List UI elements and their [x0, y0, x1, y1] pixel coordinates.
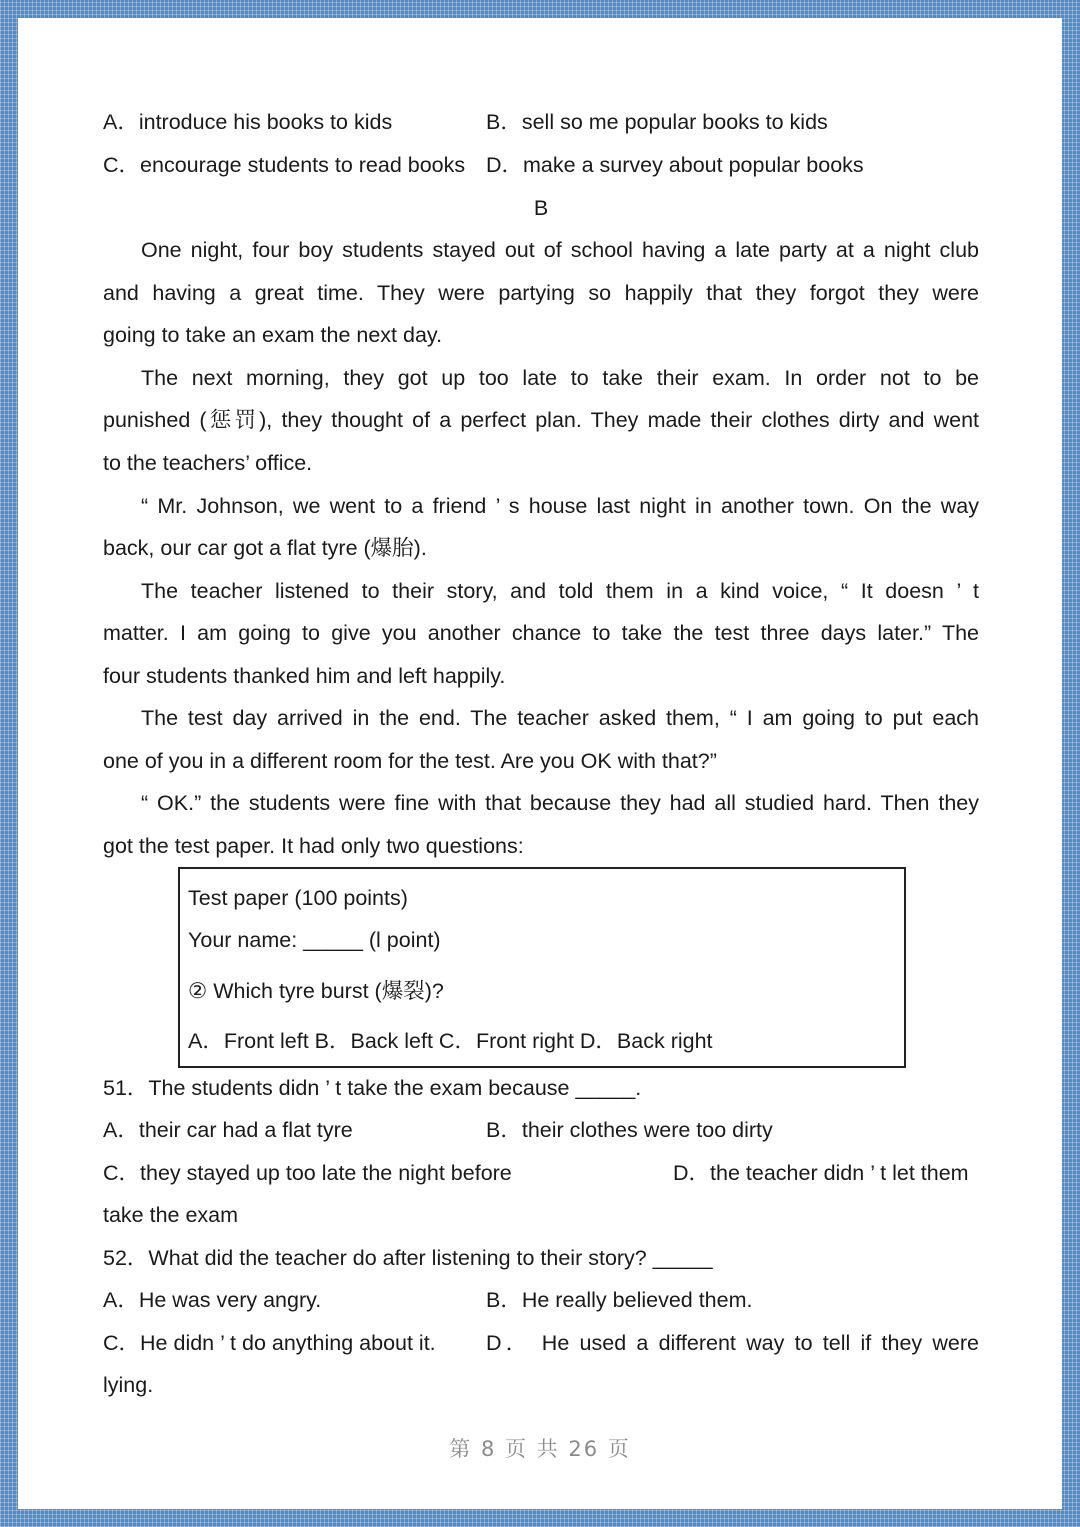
- document-page: [18, 18, 1062, 1509]
- q52-option-c: C．He didn ’ t do anything about it.: [103, 1331, 436, 1355]
- passage-line: The teacher listened to their story, and told them in a kind voice, “ It doesn ’ t: [141, 579, 979, 603]
- q52-option-a: A．He was very angry.: [103, 1288, 322, 1312]
- q51-stem: 51．The students didn ’ t take the exam because _____.: [103, 1076, 642, 1100]
- section-label: B: [533, 196, 549, 220]
- q50-option-d: D．make a survey about popular books: [486, 153, 864, 177]
- passage-line: one of you in a different room for the test. Are you OK with that?”: [103, 749, 717, 773]
- q50-option-row-2: [103, 148, 979, 182]
- q51-option-c: C．they stayed up too late the night before: [103, 1161, 512, 1185]
- q51-option-b: B．their clothes were too dirty: [486, 1118, 773, 1142]
- passage-line: back, our car got a flat tyre (爆胎).: [103, 536, 427, 560]
- passage-line: four students thanked him and left happily.: [103, 664, 506, 688]
- q52-stem: 52．What did the teacher do after listening to their story? _____: [103, 1246, 713, 1270]
- passage-line: “ Mr. Johnson, we went to a friend ’ s house last night in another town. On the way: [141, 494, 979, 518]
- passage-line: going to take an exam the next day.: [103, 323, 443, 347]
- q50-option-a: A．introduce his books to kids: [103, 110, 393, 134]
- passage-line: “ OK.” the students were fine with that because they had all studied hard. Then they: [141, 791, 979, 815]
- passage-line: The next morning, they got up too late to take their exam. In order not to be: [141, 366, 979, 390]
- q51-option-d-continued: take the exam: [103, 1203, 239, 1227]
- q51-option-row-2: [103, 1156, 979, 1190]
- test-paper-question-2: ② Which tyre burst (爆裂)?: [188, 979, 444, 1003]
- test-paper-box: [178, 867, 906, 1068]
- page-number-footer: 第 8 页 共 26 页: [449, 1437, 631, 1461]
- q51-option-a: A．their car had a flat tyre: [103, 1118, 353, 1142]
- q52-option-row-2: [103, 1326, 979, 1360]
- q52-option-d-continued: lying.: [103, 1373, 154, 1397]
- test-paper-question-1: Your name: _____ (l point): [188, 928, 441, 952]
- passage-line: punished (惩罚), they thought of a perfect plan. They made their clothes dirty and went: [103, 408, 979, 432]
- passage-line: to the teachers’ office.: [103, 451, 313, 475]
- q50-option-b: B．sell so me popular books to kids: [486, 110, 828, 134]
- q50-option-c: C．encourage students to read books: [103, 153, 466, 177]
- q50-option-row-1: [103, 105, 979, 139]
- passage-line: got the test paper. It had only two questions:: [103, 834, 524, 858]
- passage-line: The test day arrived in the end. The teacher asked them, “ I am going to put each: [141, 706, 979, 730]
- q51-option-d: D．the teacher didn ’ t let them: [673, 1161, 969, 1185]
- passage-line: One night, four boy students stayed out of school having a late party at a night club: [141, 238, 979, 262]
- q52-option-row-1: [103, 1283, 979, 1317]
- test-paper-title: Test paper (100 points): [188, 886, 408, 910]
- q51-option-row-1: [103, 1113, 979, 1147]
- q52-option-d: D． He used a different way to tell if they were: [486, 1331, 979, 1355]
- passage-line: matter. I am going to give you another chance to take the test three days later.” The: [103, 621, 979, 645]
- test-paper-options: A．Front left B．Back left C．Front right D．Back right: [188, 1029, 713, 1053]
- q52-option-b: B．He really believed them.: [486, 1288, 753, 1312]
- passage-line: and having a great time. They were partying so happily that they forgot they were: [103, 281, 979, 305]
